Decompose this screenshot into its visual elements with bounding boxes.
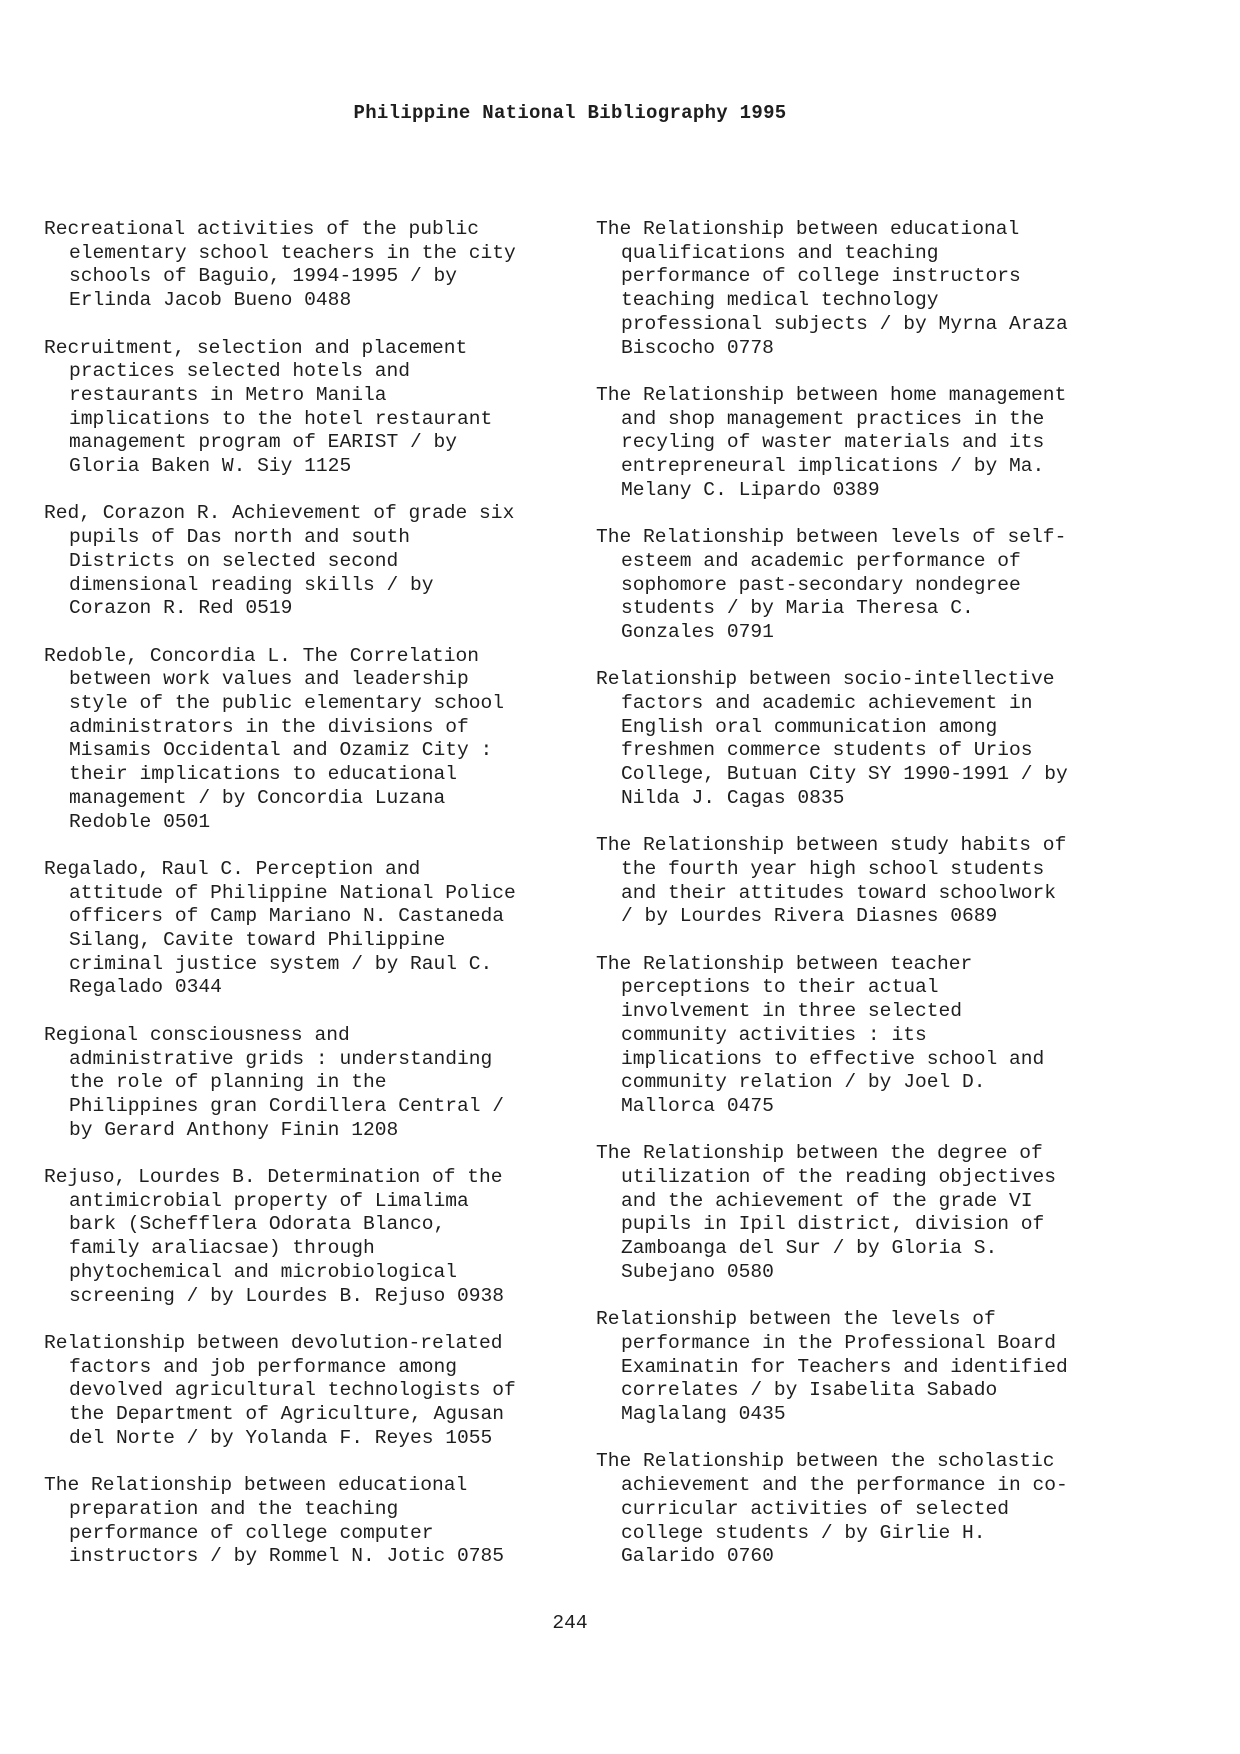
page-title: Philippine National Bibliography 1995 bbox=[353, 102, 787, 124]
bibliography-entry: Red, Corazon R. Achievement of grade six pupils of Das north and south Districts on selected second dimensional reading skills / by Corazon R. Red 0519 bbox=[44, 502, 515, 620]
bibliography-entry: Relationship between the levels of performance in the Professional Board Examinatin for Teachers and identified correlates / by Isabelita Sabado Maglalang 0435 bbox=[596, 1308, 1068, 1426]
bibliography-entry: Recreational activities of the public elementary school teachers in the city schools of Baguio, 1994-1995 / by Erlinda Jacob Bueno 0488 bbox=[44, 218, 516, 312]
bibliography-entry: Regalado, Raul C. Perception and attitude of Philippine National Police officers of Camp Mariano N. Castaneda Silang, Cavite toward Philippine criminal justice system / by Raul C. Regalado 0344 bbox=[44, 857, 516, 999]
bibliography-entry: Relationship between devolution-related factors and job performance among devolved agricultural technologists of the Department of Agriculture, Agusan del Norte / by Yolanda F. Reyes 1055 bbox=[44, 1331, 516, 1449]
bibliography-entry: Regional consciousness and administrative grids : understanding the role of planning in the Philippines gran Cordillera Central / by Gerard Anthony Finin 1208 bbox=[44, 1023, 505, 1141]
bibliography-entry: The Relationship between levels of self- esteem and academic performance of sophomore past-secondary nondegree students / by Maria Theresa C. Gonzales 0791 bbox=[596, 526, 1067, 643]
bibliography-entry: The Relationship between teacher perceptions to their actual involvement in three selected community activities : its implications to effective school and community relation / by Joel D. Mallorca 0475 bbox=[596, 952, 1045, 1117]
left-column bbox=[44, 218, 574, 1593]
page-number: 244 bbox=[552, 1612, 588, 1634]
bibliography-entry: Rejuso, Lourdes B. Determination of the antimicrobial property of Limalima bark (Schefflera Odorata Blanco, family araliacsae) through phytochemical and microbiological screening / by Lourdes B. Rejuso 0938 bbox=[44, 1166, 505, 1307]
bibliography-entry: The Relationship between study habits of the fourth year high school students and their attitudes toward schoolwork / by Lourdes Rivera Diasnes 0689 bbox=[596, 834, 1067, 928]
bibliography-entry: Recruitment, selection and placement practices selected hotels and restaurants in Metro Manila implications to the hotel restaurant management program of EARIST / by Gloria Baken W. Siy 1125 bbox=[44, 336, 493, 478]
bibliography-entry: Relationship between socio-intellective factors and academic achievement in English oral communication among freshmen commerce students of Urios College, Butuan City SY 1990-1991 / by Nilda J. Cagas 0835 bbox=[596, 668, 1068, 809]
bibliography-entry: The Relationship between educational qualifications and teaching performance of college instructors teaching medical technology professional subjects / by Myrna Araza Biscocho 0778 bbox=[596, 218, 1068, 359]
bibliography-entry: Redoble, Concordia L. The Correlation between work values and leadership style of the public elementary school administrators in the divisions of Misamis Occidental and Ozamiz City : their implications to educational management / by Concordia Luzana Redoble 0501 bbox=[44, 644, 505, 833]
bibliography-entry: The Relationship between educational preparation and the teaching performance of college computer instructors / by Rommel N. Jotic 0785 bbox=[44, 1474, 505, 1568]
bibliography-entry: The Relationship between the degree of utilization of the reading objectives and the achievement of the grade VI pupils in Ipil district, division of Zamboanga del Sur / by Gloria S. Subejano 0580 bbox=[596, 1142, 1057, 1283]
bibliography-entry: The Relationship between the scholastic achievement and the performance in co- curricular activities of selected college students / by Girlie H. Galarido 0760 bbox=[596, 1450, 1068, 1568]
bibliography-entry: The Relationship between home management and shop management practices in the recyling of waster materials and its entrepreneural implications / by Ma. Melany C. Lipardo 0389 bbox=[596, 383, 1067, 501]
right-column bbox=[596, 218, 1126, 1593]
